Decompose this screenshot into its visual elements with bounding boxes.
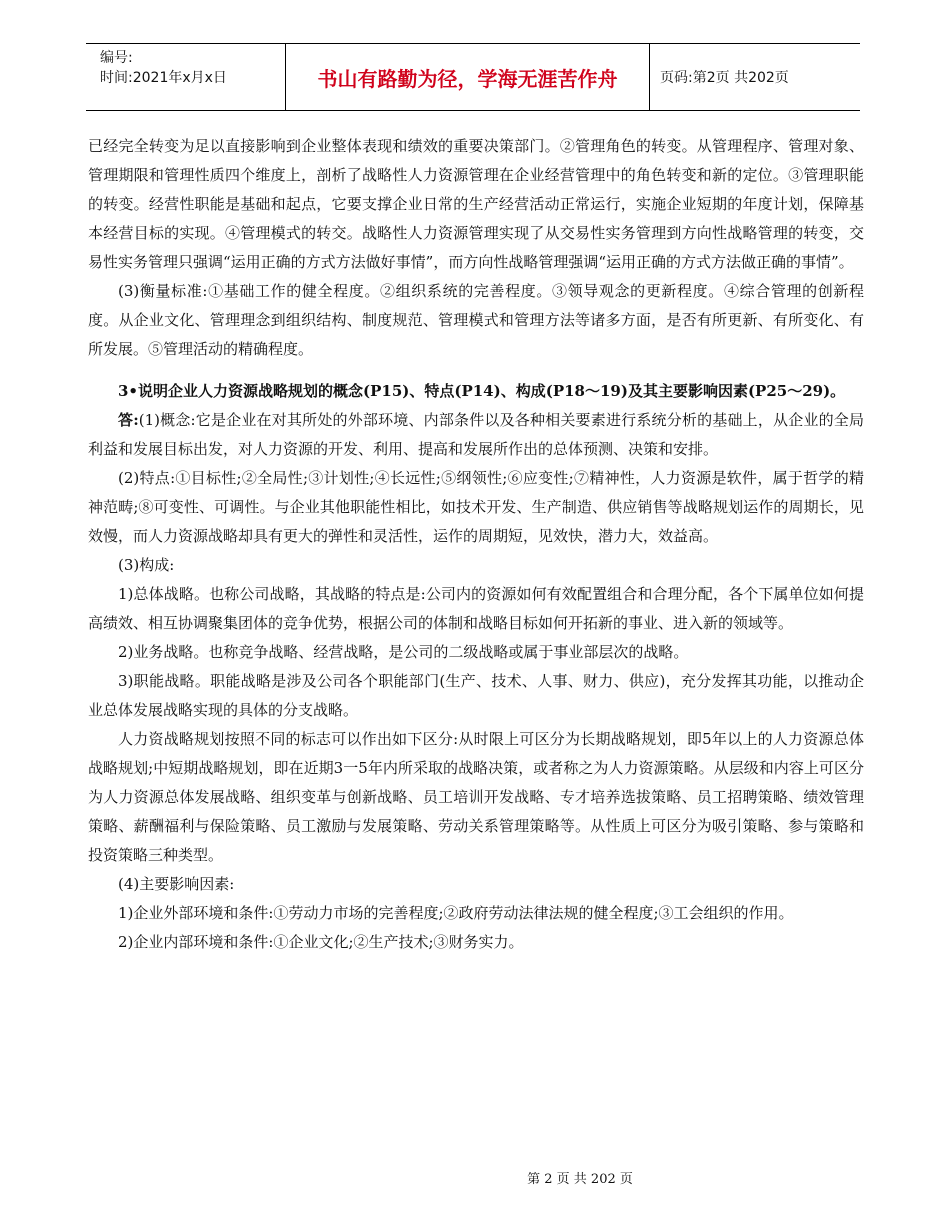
- page-footer: 第 2 页 共 202 页: [527, 1172, 633, 1187]
- document-time-label: 时间:2021年x月x日: [100, 70, 227, 86]
- paragraph: 3)职能战略。职能战略是涉及公司各个职能部门(生产、技术、人事、财力、供应)，充分发挥其功能，以推动企业总体发展战略实现的具体的分支战略。: [88, 672, 864, 719]
- paragraph: (3)衡量标准:①基础工作的健全程度。②组织系统的完善程度。③领导观念的更新程度。④综合管理的创新程度。从企业文化、管理理念到组织结构、制度规范、管理模式和管理方法等诸多方面，是否有所更新、有所变化、有所发展。⑤管理活动的精确程度。: [88, 282, 864, 358]
- header-page-label: 页码:第2页 共202页: [660, 70, 789, 86]
- paragraph: (2)特点:①目标性;②全局性;③计划性;④长远性;⑤纲领性;⑥应变性;⑦精神性，人力资源是软件，属于哲学的精神范畴;⑧可变性、可调性。与企业其他职能性相比，如技术开发、生产制造、供应销售等战略规划运作的周期长，见效慢，而人力资源战略却具有更大的弹性和灵活性，运作的周期短，见效快，潜力大，效益高。: [88, 469, 864, 545]
- paragraph: 已经完全转变为足以直接影响到企业整体表现和绩效的重要决策部门。②管理角色的转变。从管理程序、管理对象、管理期限和管理性质四个维度上，剖析了战略性人力资源管理在企业经营管理中的角色转变和新的定位。③管理职能的转变。经营性职能是基础和起点，它要支撑企业日常的生产经营活动正常运行，实施企业短期的年度计划，保障基本经营目标的实现。④管理模式的转交。战略性人力资源管理实现了从交易性实务管理到方向性战略管理的转变，交易性实务管理只强调“运用正确的方式方法做好事情”，而方向性战略管理强调“运用正确的方式方法做正确的事情”。: [88, 137, 864, 271]
- answer-label: 答:: [118, 411, 139, 429]
- paragraph: 1)总体战略。也称公司战略，其战略的特点是:公司内的资源如何有效配置组合和合理分配，各个下属单位如何提高绩效、相互协调聚集团体的竞争优势，根据公司的体制和战略目标如何开拓新的事业、进入新的领域等。: [88, 585, 864, 632]
- paragraph: (4)主要影响因素:: [118, 875, 235, 893]
- paragraph: 2)企业内部环境和条件:①企业文化;②生产技术;③财务实力。: [118, 933, 524, 951]
- header-motto: 书山有路勤为径，学海无涯苦作舟: [286, 44, 650, 110]
- paragraph: 1)企业外部环境和条件:①劳动力市场的完善程度;②政府劳动法律法规的健全程度;③工会组织的作用。: [118, 904, 794, 922]
- page-header: [86, 43, 860, 111]
- paragraph: 人力资战略规划按照不同的标志可以作出如下区分:从时限上可区分为长期战略规划，即5年以上的人力资源总体战略规划;中短期战略规划，即在近期3一5年内所采取的战略决策，或者称之为人力资源策略。从层级和内容上可区分为人力资源总体发展战略、组织变革与创新战略、员工培训开发战略、专才培养选拔策略、员工招聘策略、绩效管理策略、薪酬福利与保险策略、员工激励与发展策略、劳动关系管理策略等。从性质上可区分为吸引策略、参与策略和投资策略三种类型。: [88, 730, 864, 864]
- document-body: [88, 132, 864, 957]
- header-meta: [86, 44, 286, 110]
- paragraph: (3)构成:: [118, 556, 175, 574]
- answer-text: (1)概念:它是企业在对其所处的外部环境、内部条件以及各种相关要素进行系统分析的基础上，从企业的全局利益和发展目标出发，对人力资源的开发、利用、提高和发展所作出的总体预测、决策和安排。: [88, 411, 864, 458]
- answer-paragraph: [88, 406, 864, 464]
- question-heading: 3•说明企业人力资源战略规划的概念(P15)、特点(P14)、构成(P18～19)及其主要影响因素(P25～29)。: [118, 382, 846, 400]
- paragraph: 2)业务战略。也称竞争战略、经营战略，是公司的二级战略或属于事业部层次的战略。: [118, 643, 689, 661]
- document-number-label: 编号:: [100, 50, 133, 66]
